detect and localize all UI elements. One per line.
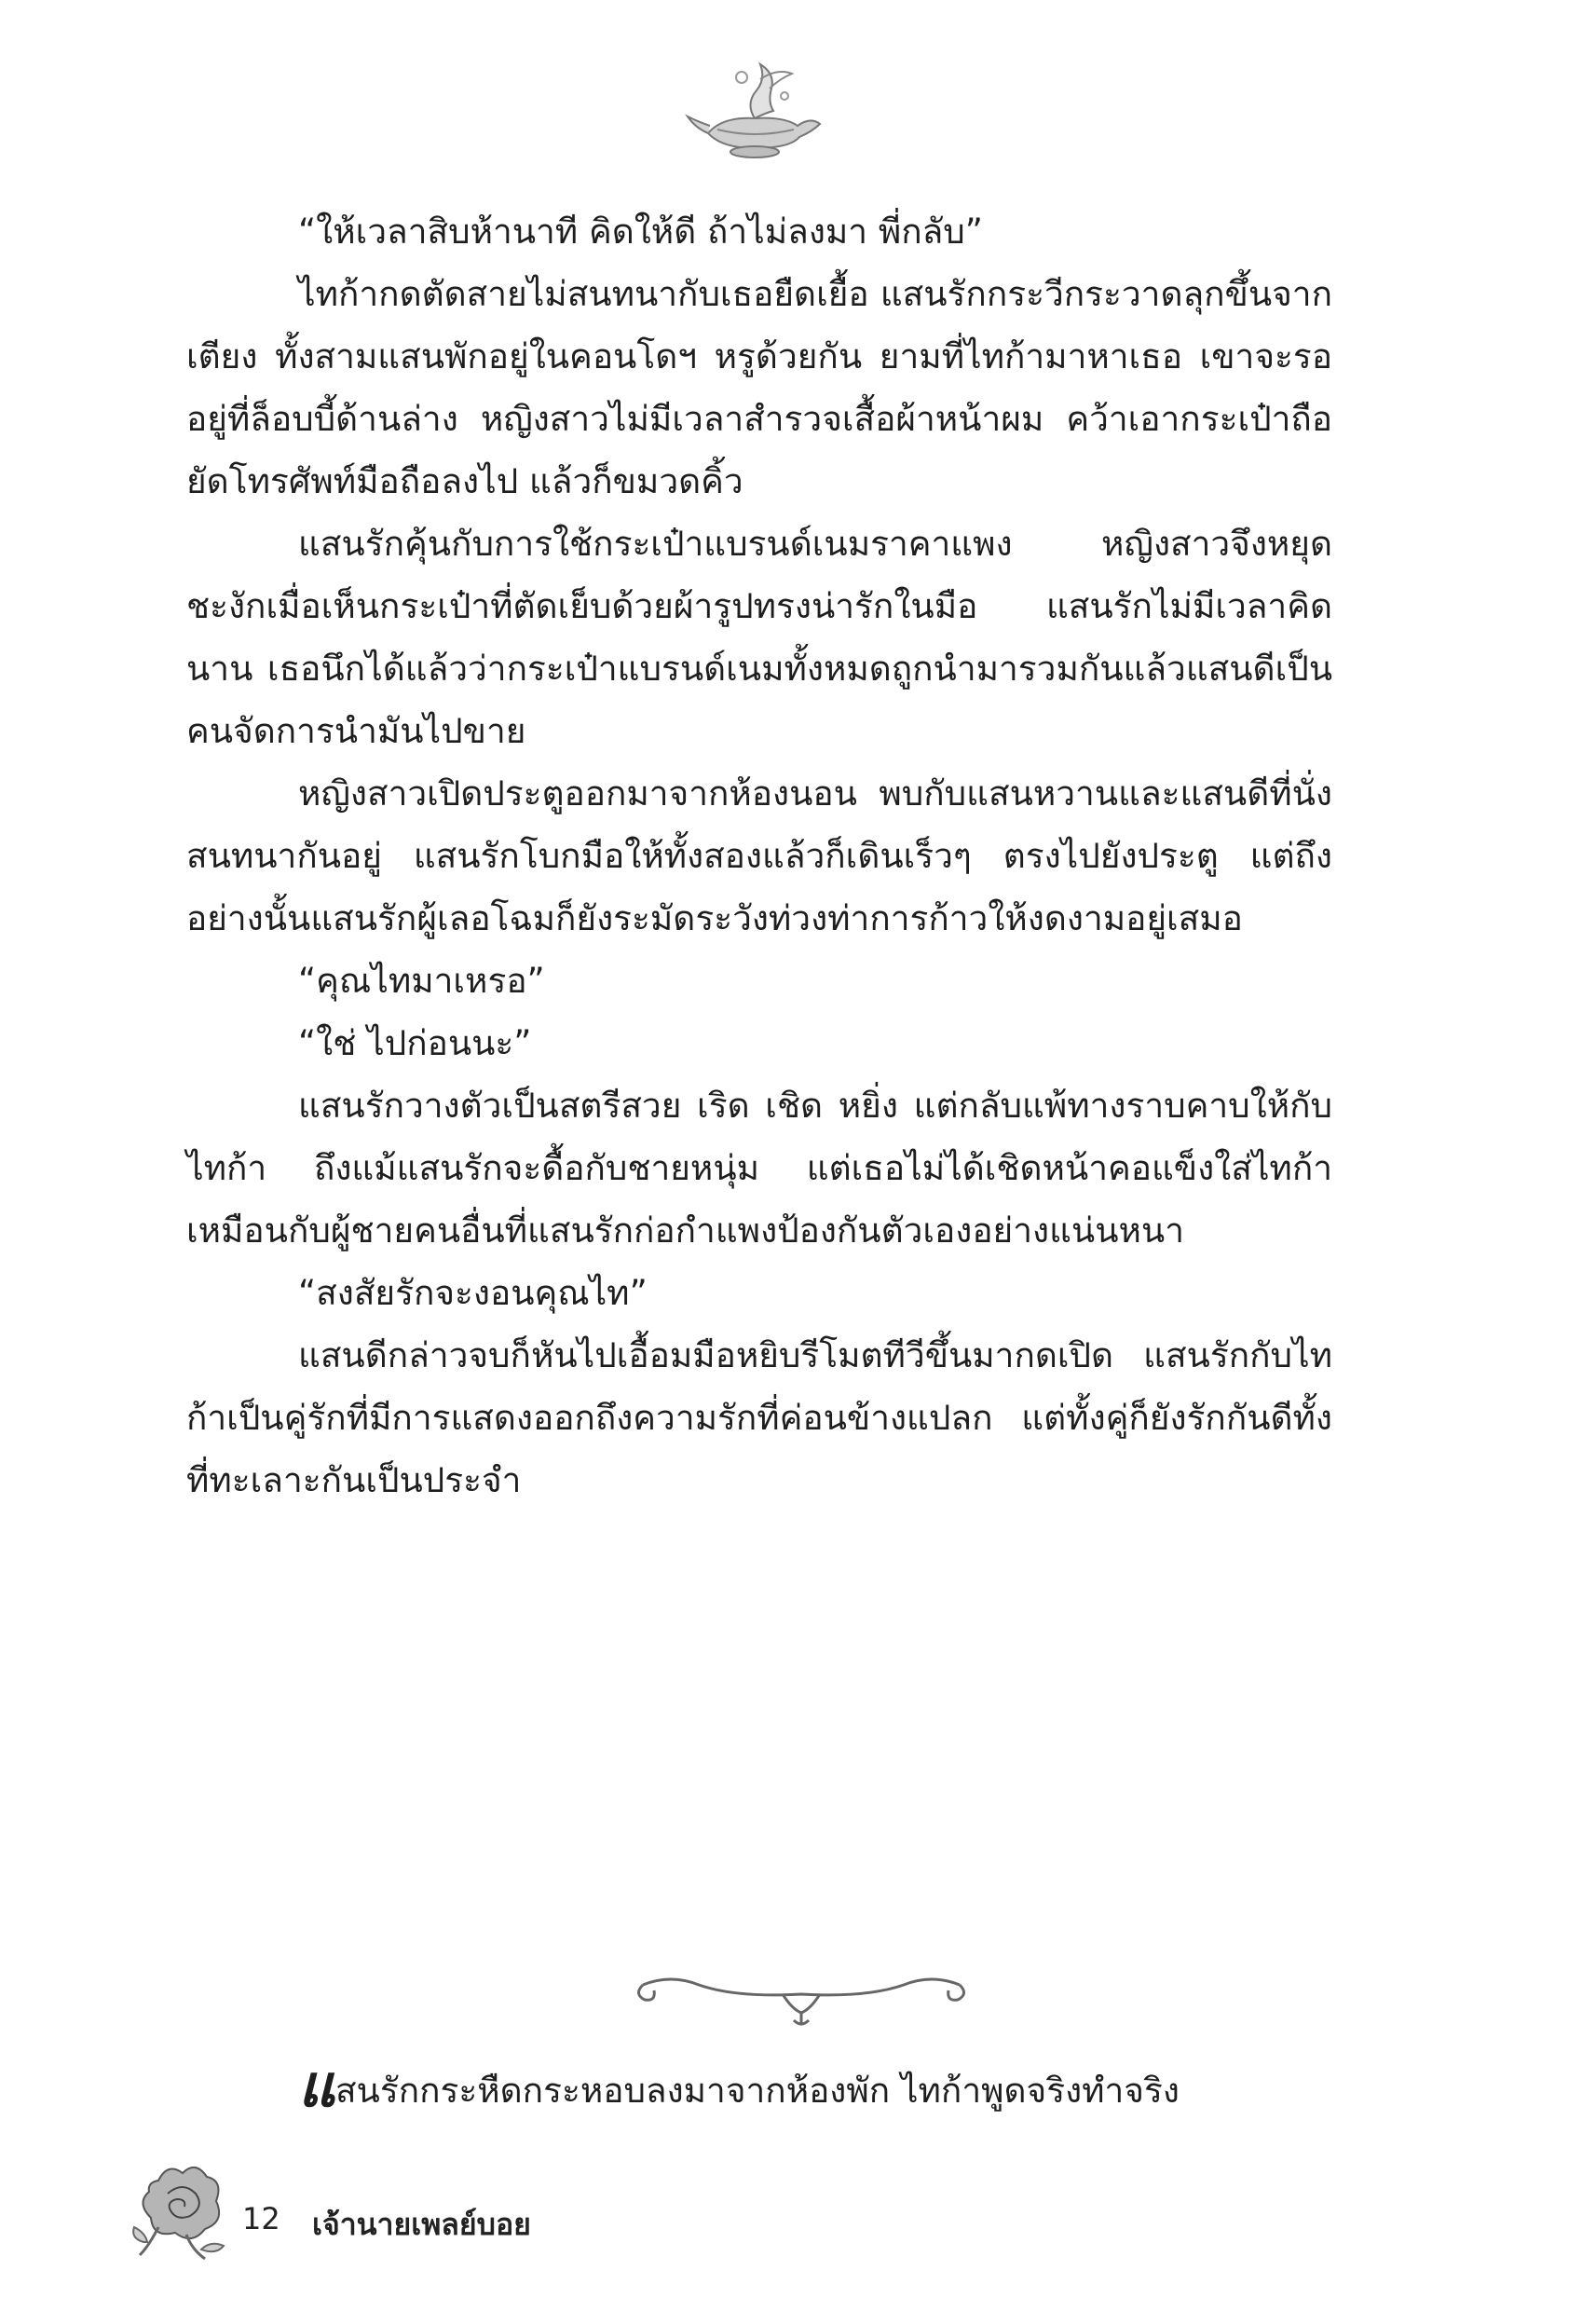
paragraph: แสนรักคุ้นกับการใช้กระเป๋าแบรนด์เนมราคาแพง หญิงสาวจึงหยุดชะงักเมื่อเห็นกระเป๋าที่ตัดเย็บด้วยผ้ารูปทรงน่ารักในมือ แสนรักไม่มีเวลาคิดนาน เธอนึกได้แล้วว่ากระเป๋าแบรนด์เนมทั้งหมดถูกนำมารวมกันแล้วแสนดีเป็นคนจัดการนำมันไปขาย bbox=[186, 524, 1332, 751]
paragraph: ไทก้ากดตัดสายไม่สนทนากับเธอยืดเยื้อ แสนรักกระวีกระวาดลุกขึ้นจากเตียง ทั้งสามแสนพักอยู่ในคอนโดฯ หรูด้วยกัน ยามที่ไทก้ามาหาเธอ เขาจะรออยู่ที่ล็อบบี้ด้านล่าง หญิงสาวไม่มีเวลาสำรวจเสื้อผ้าหน้าผม คว้าเอากระเป๋าถือยัดโทรศัพท์มือถือลงไป แล้วก็ขมวดคิ้ว bbox=[186, 274, 1332, 501]
paragraph: “ใช่ ไปก่อนนะ” bbox=[298, 1023, 532, 1063]
paragraph: แสนรักวางตัวเป็นสตรีสวย เริด เชิด หยิ่ง แต่กลับแพ้ทางราบคาบให้กับไทก้า ถึงแม้แสนรักจะดื้อกับชายหนุ่ม แต่เธอไม่ได้เชิดหน้าคอแข็งใส่ไทก้าเหมือนกับผู้ชายคนอื่นที่แสนรักก่อกำแพงป้องกันตัวเองอย่างแน่นหนา bbox=[186, 1086, 1332, 1251]
paragraph: “คุณไทมาเหรอ” bbox=[298, 961, 545, 1001]
body-text bbox=[186, 200, 1332, 1511]
paragraph: “ให้เวลาสิบห้านาที คิดให้ดี ถ้าไม่ลงมา พี่กลับ” bbox=[298, 212, 983, 252]
paragraph: “สงสัยรักจะงอนคุณไท” bbox=[298, 1273, 648, 1313]
page-footer bbox=[130, 2153, 783, 2264]
opening-paragraph bbox=[186, 2052, 1332, 2122]
paragraph: แสนดีกล่าวจบก็หันไปเอื้อมมือหยิบรีโมตทีวีขึ้นมากดเปิด แสนรักกับไทก้าเป็นคู่รักที่มีการแสดงออกถึงความรักที่ค่อนข้างแปลก แต่ทั้งคู่ก็ยังรักกันดีทั้งที่ทะเลาะกันเป็นประจำ bbox=[186, 1335, 1332, 1500]
page-number: 12 bbox=[242, 2201, 280, 2236]
drop-cap: แ bbox=[298, 2052, 335, 2120]
paragraph-text: สนรักกระหืดกระหอบลงมาจากห้องพัก ไทก้าพูดจริงทำจริง bbox=[334, 2071, 1180, 2111]
paragraph: หญิงสาวเปิดประตูออกมาจากห้องนอน พบกับแสนหวานและแสนดีที่นั่งสนทนากันอยู่ แสนรักโบกมือให้ทั้งสองแล้วก็เดินเร็วๆ ตรงไปยังประตู แต่ถึงอย่างนั้นแสนรักผู้เลอโฉมก็ยังระมัดระวังท่วงท่าการก้าวให้งดงามอยู่เสมอ bbox=[186, 773, 1332, 938]
magic-lamp-ornament-icon bbox=[680, 51, 829, 163]
scroll-divider-icon bbox=[615, 1957, 988, 2031]
book-title: เจ้านายเพลย์บอย bbox=[312, 2207, 531, 2242]
rose-icon bbox=[130, 2153, 233, 2264]
